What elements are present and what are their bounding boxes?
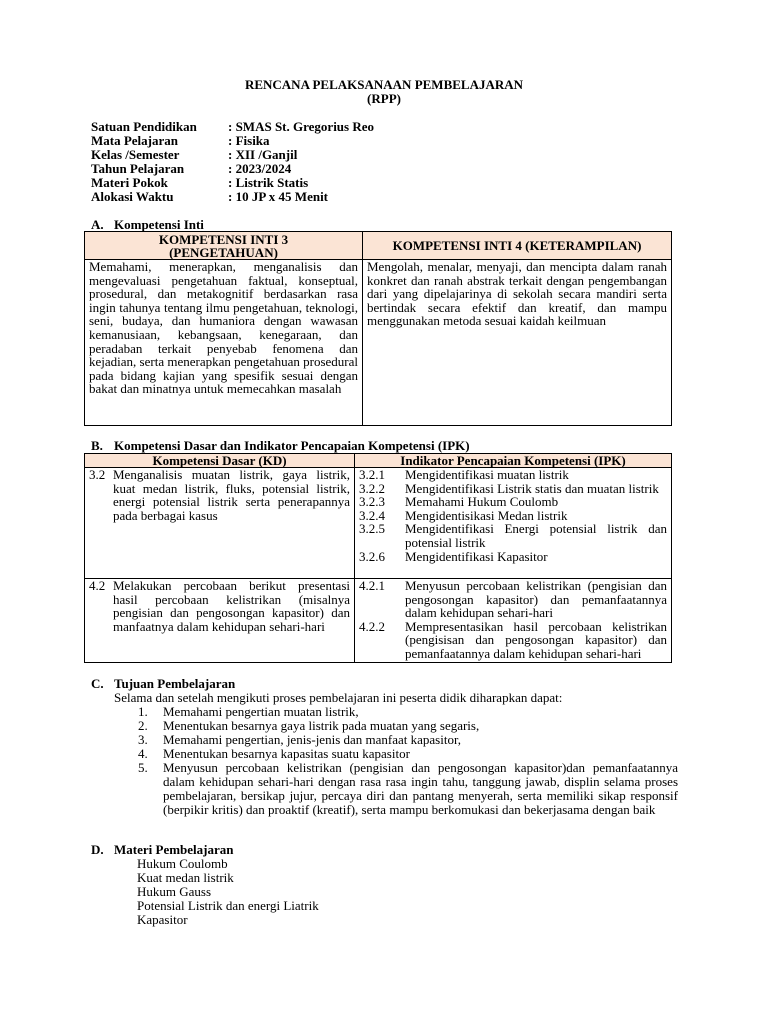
list-text: Memahami pengertian, jenis-jenis dan manfaat kapasitor, xyxy=(163,732,462,747)
ipk-item xyxy=(359,468,667,482)
identity-label: Materi Pokok xyxy=(91,175,168,190)
ipk-header: Indikator Pencapaian Kompetensi (IPK) xyxy=(355,454,672,468)
list-text: Memahami pengertian muatan listrik, xyxy=(163,704,359,719)
materi-item: Kapasitor xyxy=(137,912,188,927)
list-text: Menyusun percobaan kelistrikan (pengisian dan pengosongan kapasitor)dan pemanfaatannya dalam kehidupan sehari-hari dengan rasa rasa ingin tahu, tanggung jawab, displin selama proses pembelajaran, bersikap jujur, percaya diri dan pantang menyerah, serta memiliki sikap responsif (berpikir kritis) dan proaktif (kreatif), serta mampu berkomukasi dan bekerjasama dengan baik xyxy=(163,760,678,817)
list-number: 5. xyxy=(138,760,148,775)
tujuan-list xyxy=(138,705,678,817)
materi-item: Potensial Listrik dan energi Liatrik xyxy=(137,898,319,913)
ipk-number: 3.2.1 xyxy=(359,467,385,482)
section-letter: B. xyxy=(91,438,103,453)
list-number: 1. xyxy=(138,704,148,719)
ipk-number: 4.2.1 xyxy=(359,578,385,593)
identity-row xyxy=(91,134,374,148)
ipk-number: 4.2.2 xyxy=(359,618,385,634)
ipk-text: Mengidentifikasi Listrik statis dan muatan listrik xyxy=(405,480,659,496)
identity-value: : Listrik Statis xyxy=(228,175,309,190)
identity-row xyxy=(91,176,374,190)
ki3-header xyxy=(85,232,363,260)
identity-row xyxy=(91,120,374,134)
list-number: 3. xyxy=(138,732,148,747)
ipk-item xyxy=(359,509,667,523)
tujuan-intro: Selama dan setelah mengikuti proses pembelajaran ini peserta didik diharapkan dapat: xyxy=(114,690,563,705)
identity-label: Alokasi Waktu xyxy=(91,189,174,204)
identity-row xyxy=(91,162,374,176)
list-item xyxy=(138,733,678,747)
document-subtitle: (RPP) xyxy=(367,91,401,106)
materi-item: Hukum Gauss xyxy=(137,884,212,899)
section-letter: C. xyxy=(91,676,104,691)
list-item xyxy=(138,719,678,733)
kd-ipk-table xyxy=(84,453,672,663)
identity-value: : 2023/2024 xyxy=(228,161,292,176)
list-item xyxy=(138,705,678,719)
ipk-text: Mengidentifikasi Kapasitor xyxy=(405,548,548,564)
ipk-number: 3.2.4 xyxy=(359,507,385,523)
kd-text: Menganalisis muatan listrik, gaya listrik, kuat medan listrik, fluks, potensial listrik, energi potensial listrik serta penerapannya pada berbagai kasus xyxy=(113,467,350,523)
ipk-item xyxy=(359,482,667,496)
section-title: Kompetensi Dasar dan Indikator Pencapaian Kompetensi (IPK) xyxy=(114,438,470,453)
section-title: Kompetensi Inti xyxy=(114,217,204,232)
document-title: RENCANA PELAKSANAAN PEMBELAJARAN xyxy=(244,77,524,92)
ipk-item xyxy=(359,620,667,661)
identity-label: Mata Pelajaran xyxy=(91,133,179,148)
kd-item xyxy=(89,579,350,633)
identity-value: : 10 JP x 45 Menit xyxy=(228,189,329,204)
list-text: Menentukan besarnya kapasitas suatu kapasitor xyxy=(163,746,410,761)
ipk-text: Mengidentifikasi muatan listrik xyxy=(405,467,569,482)
kd-cell xyxy=(85,579,355,663)
ipk-item xyxy=(359,579,667,620)
section-letter: D. xyxy=(91,842,104,857)
ipk-text: Menyusun percobaan kelistrikan (pengisian dan pengosongan kapasitor) dan pemanfaatannya dalam kehidupan sehari-hari xyxy=(405,578,667,621)
identity-label: Kelas /Semester xyxy=(91,147,180,162)
identity-row xyxy=(91,190,374,204)
ipk-cell xyxy=(355,579,672,663)
ki4-text: Mengolah, menalar, menyaji, dan mencipta dalam ranah konkret dan ranah abstrak terkait dengan pengembangan dari yang dipelajarinya di sekolah secara mandiri serta bertindak secara efektif dan kreatif, dan mampu menggunakan metoda sesuai kaidah keilmuan xyxy=(363,260,672,426)
ipk-number: 3.2.5 xyxy=(359,521,385,537)
ipk-cell xyxy=(355,468,672,579)
section-c-heading xyxy=(91,677,235,691)
ki3-header-line: KOMPETENSI INTI 3 xyxy=(158,231,289,247)
kd-text: Melakukan percobaan berikut presentasi hasil percobaan kelistrikan (misalnya pengisian dan pengosongan kapasitor) dan manfaatnya dalam kehidupan sehari-hari xyxy=(113,578,350,634)
ipk-item xyxy=(359,522,667,549)
section-b-heading xyxy=(91,439,470,453)
ki3-header-line: (PENGETAHUAN) xyxy=(169,244,278,260)
list-number: 2. xyxy=(138,718,148,733)
section-letter: A. xyxy=(91,217,104,232)
ipk-number: 3.2.3 xyxy=(359,494,385,510)
section-a-heading xyxy=(91,218,204,232)
identity-block xyxy=(91,120,374,204)
ipk-text: Mengidentisikasi Medan listrik xyxy=(405,507,568,523)
ipk-item xyxy=(359,550,667,564)
ki3-text: Memahami, menerapkan, menganalisis dan mengevaluasi pengetahuan faktual, konseptual, prosedural, dan metakognitif berdasarkan rasa ingin tahunya tentang ilmu pengetahuan, teknologi, seni, budaya, dan humaniora dengan wawasan kemanusiaan, kebangsaan, kenegaraan, dan peradaban terkait penyebab fenomena dan kejadian, serta menerapkan pengetahuan prosedural pada bidang kajian yang spesifik sesuai dengan bakat dan minatnya untuk memecahkan masalah xyxy=(85,260,363,426)
list-text: Menentukan besarnya gaya listrik pada muatan yang segaris, xyxy=(163,718,480,733)
ipk-number: 3.2.2 xyxy=(359,480,385,496)
identity-value: : XII /Ganjil xyxy=(228,147,298,162)
list-number: 4. xyxy=(138,746,148,761)
kd-number: 3.2 xyxy=(89,467,106,482)
section-d-heading xyxy=(91,843,233,857)
kd-number: 4.2 xyxy=(89,578,106,593)
ipk-text: Mempresentasikan hasil percobaan kelistrikan (pengisisan dan pengosongan kapasitor) dan pemanfaatannya dalam kehidupan sehari-hari xyxy=(405,618,667,661)
section-title: Tujuan Pembelajaran xyxy=(114,676,236,691)
list-item xyxy=(138,761,678,817)
materi-list xyxy=(137,857,319,927)
kompetensi-inti-table xyxy=(84,231,672,426)
materi-item: Hukum Coulomb xyxy=(137,856,228,871)
ki4-header: KOMPETENSI INTI 4 (KETERAMPILAN) xyxy=(363,232,672,260)
kd-header: Kompetensi Dasar (KD) xyxy=(85,454,355,468)
kd-item xyxy=(89,468,350,522)
ipk-number: 3.2.6 xyxy=(359,548,385,564)
identity-label: Tahun Pelajaran xyxy=(91,161,185,176)
section-title: Materi Pembelajaran xyxy=(114,842,234,857)
identity-value: : Fisika xyxy=(228,133,270,148)
identity-value: : SMAS St. Gregorius Reo xyxy=(228,119,375,134)
ipk-text: Mengidentifikasi Energi potensial listrik dan potensial listrik xyxy=(405,521,667,550)
materi-item: Kuat medan listrik xyxy=(137,870,234,885)
list-item xyxy=(138,747,678,761)
identity-row xyxy=(91,148,374,162)
ipk-text: Memahami Hukum Coulomb xyxy=(405,494,559,510)
identity-label: Satuan Pendidikan xyxy=(91,119,197,134)
ipk-item xyxy=(359,495,667,509)
kd-cell xyxy=(85,468,355,579)
